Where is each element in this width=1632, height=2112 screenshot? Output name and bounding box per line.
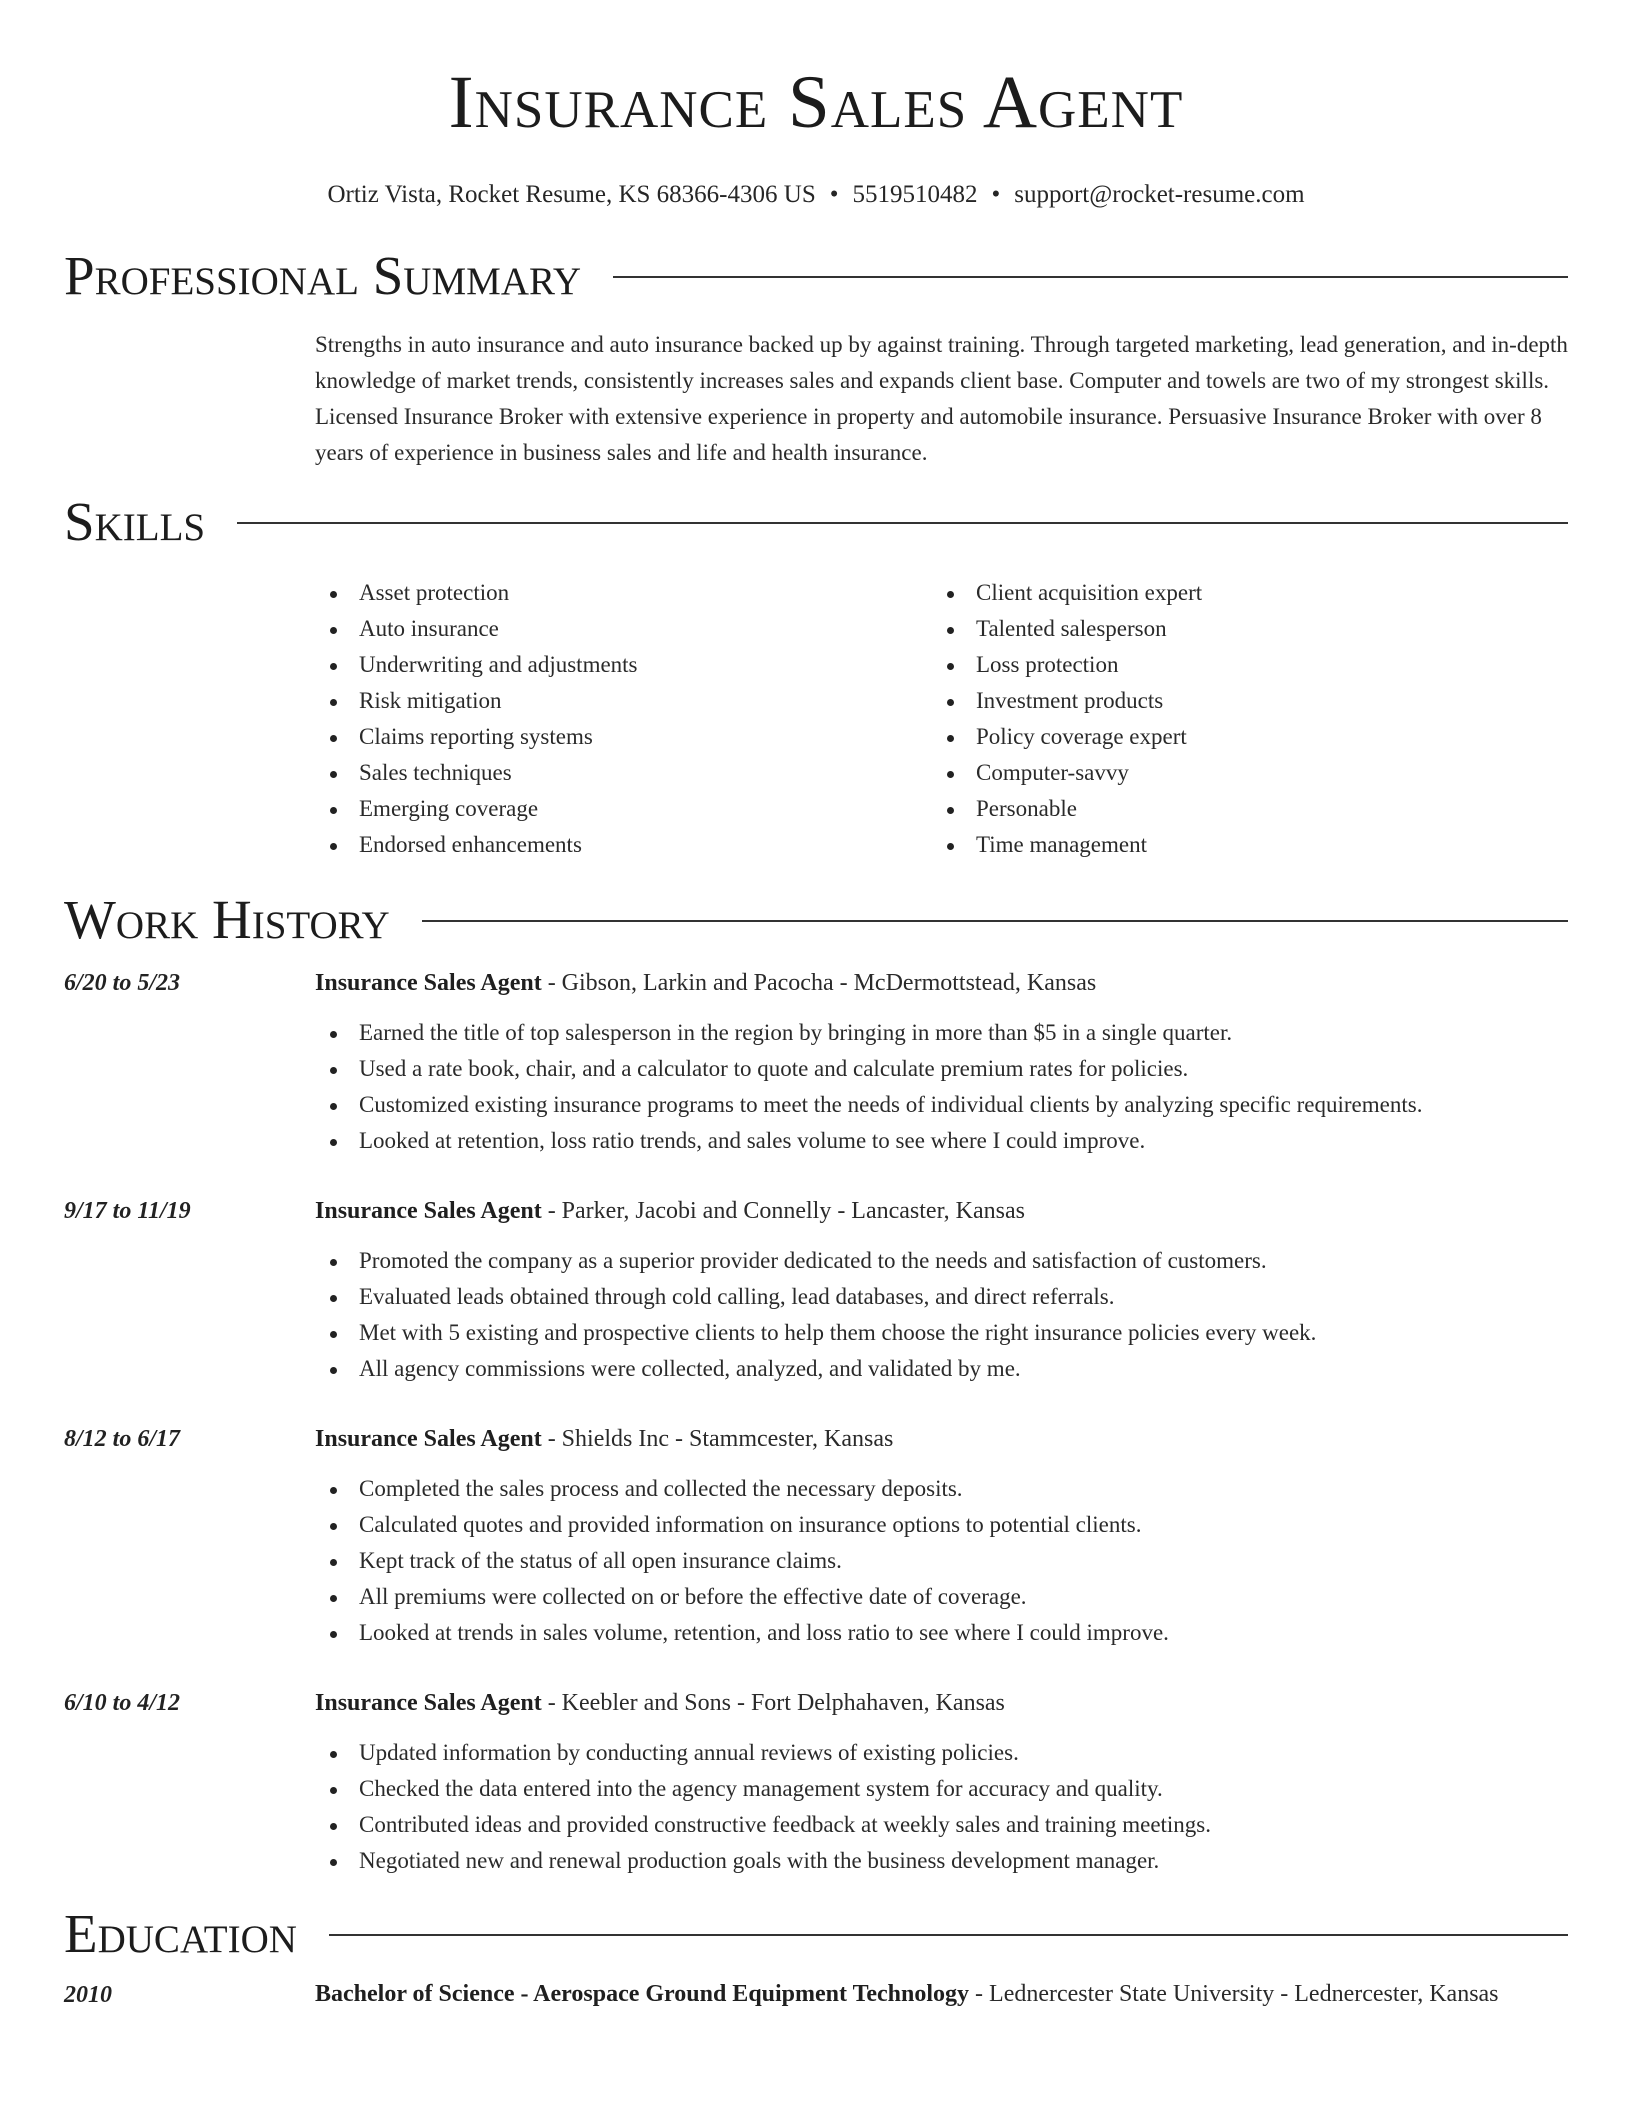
skill-item: Underwriting and adjustments xyxy=(315,647,932,683)
job-entry xyxy=(64,1683,1568,1879)
skill-item: Loss protection xyxy=(932,647,1549,683)
skill-item: Computer-savvy xyxy=(932,755,1549,791)
skill-item: Investment products xyxy=(932,683,1549,719)
job-title: Insurance Sales Agent xyxy=(315,970,542,996)
duty-item: Checked the data entered into the agency management system for accuracy and quality. xyxy=(315,1771,1568,1807)
job-duties xyxy=(315,1471,1568,1651)
work-heading: Work History xyxy=(64,889,390,950)
job-details: - Shields Inc - Stammcester, Kansas xyxy=(541,1426,894,1452)
job-details: - Parker, Jacobi and Connelly - Lancaster, Kansas xyxy=(541,1198,1025,1224)
job-duties xyxy=(315,1735,1568,1879)
duty-item: Customized existing insurance programs to meet the needs of individual clients by analyzing specific requirements. xyxy=(315,1087,1568,1123)
skills-heading: Skills xyxy=(64,491,206,552)
skill-item: Claims reporting systems xyxy=(315,719,932,755)
job-body xyxy=(315,1683,1568,1879)
duty-item: Evaluated leads obtained through cold calling, lead databases, and direct referrals. xyxy=(315,1279,1568,1315)
job-title-line xyxy=(315,963,1568,1003)
duty-item: All premiums were collected on or before the effective date of coverage. xyxy=(315,1579,1568,1615)
duty-item: Negotiated new and renewal production goals with the business development manager. xyxy=(315,1843,1568,1879)
job-entry xyxy=(64,1419,1568,1651)
job-body xyxy=(315,1191,1568,1387)
work-section-header xyxy=(64,889,1568,951)
section-divider xyxy=(237,522,1568,524)
skill-item: Risk mitigation xyxy=(315,683,932,719)
job-title-line xyxy=(315,1419,1568,1459)
contact-email: support@rocket-resume.com xyxy=(1014,181,1305,208)
skill-item: Auto insurance xyxy=(315,611,932,647)
job-dates: 6/10 to 4/12 xyxy=(64,1690,181,1716)
skills-section-header xyxy=(64,491,1568,553)
summary-section-header xyxy=(64,245,1568,307)
job-title: Insurance Sales Agent xyxy=(315,1426,542,1452)
education-body xyxy=(315,1975,1568,2015)
summary-heading: Professional Summary xyxy=(64,245,582,306)
job-duties xyxy=(315,1243,1568,1387)
job-body xyxy=(315,1419,1568,1651)
duty-item: Updated information by conducting annual reviews of existing policies. xyxy=(315,1735,1568,1771)
job-body xyxy=(315,963,1568,1159)
skill-item: Sales techniques xyxy=(315,755,932,791)
duty-item: Used a rate book, chair, and a calculator to quote and calculate premium rates for policies. xyxy=(315,1051,1568,1087)
duty-item: Promoted the company as a superior provider dedicated to the needs and satisfaction of customers. xyxy=(315,1243,1568,1279)
education-title-line xyxy=(315,1975,1568,2013)
resume-page xyxy=(64,0,1568,2112)
job-title-line xyxy=(315,1191,1568,1231)
job-duties xyxy=(315,1015,1568,1159)
summary-text: Strengths in auto insurance and auto insurance backed up by against training. Through targeted marketing, lead generation, and in-depth knowledge of market trends, consistently increases sales and expands client base. Computer and towels are two of my strongest skills. Licensed Insurance Broker with extensive experience in property and automobile insurance. Persuasive Insurance Broker with over 8 years of experience in business sales and life and health insurance. xyxy=(315,332,1568,465)
contact-phone: 5519510482 xyxy=(852,181,978,208)
duty-item: Looked at retention, loss ratio trends, and sales volume to see where I could improve. xyxy=(315,1123,1568,1159)
section-divider xyxy=(329,1934,1568,1936)
skill-item: Personable xyxy=(932,791,1549,827)
education-entry xyxy=(64,1975,1568,2015)
duty-item: All agency commissions were collected, analyzed, and validated by me. xyxy=(315,1351,1568,1387)
skill-item: Talented salesperson xyxy=(932,611,1549,647)
contact-line xyxy=(64,180,1568,210)
skills-list xyxy=(315,575,1568,863)
contact-separator: • xyxy=(829,181,839,208)
education-year: 2010 xyxy=(64,1982,112,2008)
job-title-line xyxy=(315,1683,1568,1723)
job-dates: 6/20 to 5/23 xyxy=(64,970,181,996)
contact-address: Ortiz Vista, Rocket Resume, KS 68366-4306 US xyxy=(327,181,816,208)
duty-item: Kept track of the status of all open insurance claims. xyxy=(315,1543,1568,1579)
skill-item: Endorsed enhancements xyxy=(315,827,932,863)
contact-separator: • xyxy=(991,181,1001,208)
job-title: Insurance Sales Agent xyxy=(315,1198,542,1224)
education-details: - Lednercester State University - Lednercester, Kansas xyxy=(969,1981,1499,2007)
job-details: - Keebler and Sons - Fort Delphahaven, Kansas xyxy=(541,1690,1005,1716)
job-dates: 8/12 to 6/17 xyxy=(64,1426,181,1452)
duty-item: Calculated quotes and provided information on insurance options to potential clients. xyxy=(315,1507,1568,1543)
job-details: - Gibson, Larkin and Pacocha - McDermottstead, Kansas xyxy=(541,970,1097,996)
skills-column-right xyxy=(932,575,1549,863)
duty-item: Completed the sales process and collected the necessary deposits. xyxy=(315,1471,1568,1507)
resume-name: Insurance Sales Agent xyxy=(448,61,1184,144)
education-heading: Education xyxy=(64,1903,297,1964)
job-title: Insurance Sales Agent xyxy=(315,1690,542,1716)
section-divider xyxy=(613,276,1568,278)
job-dates: 9/17 to 11/19 xyxy=(64,1198,191,1224)
duty-item: Contributed ideas and provided constructive feedback at weekly sales and training meetings. xyxy=(315,1807,1568,1843)
duty-item: Earned the title of top salesperson in the region by bringing in more than $5 in a single quarter. xyxy=(315,1015,1568,1051)
skill-item: Policy coverage expert xyxy=(932,719,1549,755)
duty-item: Looked at trends in sales volume, retention, and loss ratio to see where I could improve. xyxy=(315,1615,1568,1651)
skill-item: Asset protection xyxy=(315,575,932,611)
skill-item: Client acquisition expert xyxy=(932,575,1549,611)
section-divider xyxy=(422,920,1568,922)
skills-column-left xyxy=(315,575,932,863)
job-entry xyxy=(64,963,1568,1159)
education-section-header xyxy=(64,1903,1568,1965)
job-entry xyxy=(64,1191,1568,1387)
skill-item: Time management xyxy=(932,827,1549,863)
skill-item: Emerging coverage xyxy=(315,791,932,827)
education-degree: Bachelor of Science - Aerospace Ground Equipment Technology xyxy=(315,1981,970,2007)
duty-item: Met with 5 existing and prospective clients to help them choose the right insurance policies every week. xyxy=(315,1315,1568,1351)
